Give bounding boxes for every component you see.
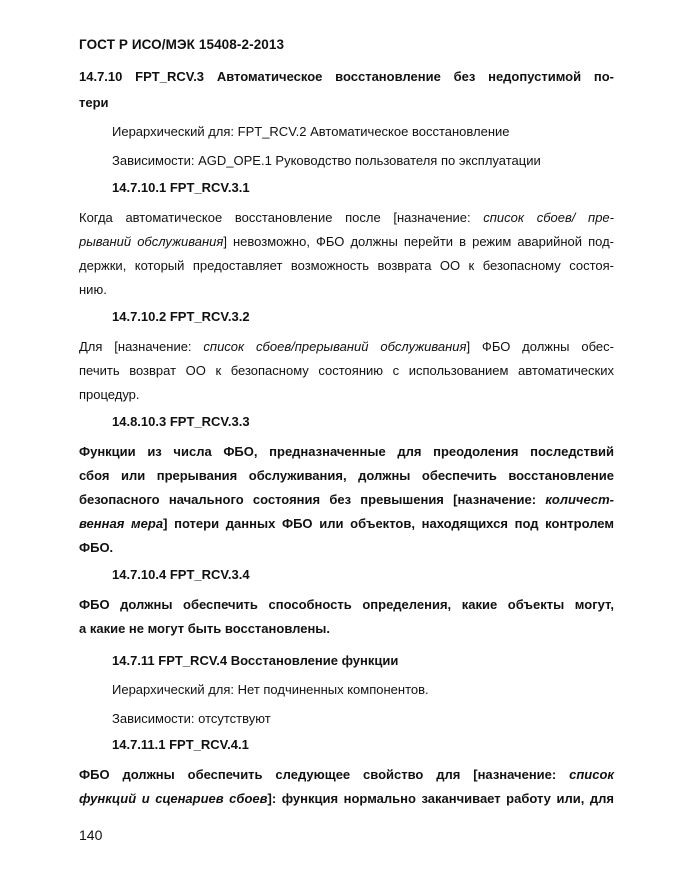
paragraph-line: Функции из числа ФБО, предназначенные для преодоления последствий	[79, 444, 614, 459]
page-header: ГОСТ Р ИСО/МЭК 15408-2-2013	[79, 37, 285, 52]
dependencies-text: Зависимости: AGD_OPE.1 Руководство пользователя по эксплуатации	[112, 153, 541, 168]
paragraph-line: держки, который предоставляет возможность возврата ОО к безопасному состоя-	[79, 258, 614, 273]
subsection-heading: 14.8.10.3 FPT_RCV.3.3	[112, 414, 250, 429]
paragraph-line: печить возврат ОО к безопасному состоянию с использованием автоматических	[79, 363, 614, 378]
subsection-heading: 14.7.11.1 FPT_RCV.4.1	[112, 737, 249, 752]
paragraph-line: Для [назначение: список сбоев/прерываний обслуживания] ФБО должны обес-	[79, 339, 614, 354]
paragraph-line: ФБО должны обеспечить способность определения, какие объекты могут,	[79, 597, 614, 612]
paragraph-line: сбоя или прерывания обслуживания, должны обеспечить восстановление	[79, 468, 614, 483]
hierarchy-text: Иерархический для: FPT_RCV.2 Автоматическое восстановление	[112, 124, 510, 139]
paragraph-line: Когда автоматическое восстановление после [назначение: список сбоев/ пре-	[79, 210, 614, 225]
section-heading-line: тери	[79, 95, 109, 110]
paragraph-line: процедур.	[79, 387, 140, 402]
paragraph-line: а какие не могут быть восстановлены.	[79, 621, 331, 636]
dependencies-text: Зависимости: отсутствуют	[112, 711, 271, 726]
paragraph-line: безопасного начального состояния без превышения [назначение: количест-	[79, 492, 614, 507]
paragraph-line: рываний обслуживания] невозможно, ФБО должны перейти в режим аварийной под-	[79, 234, 614, 249]
paragraph-line: ФБО.	[79, 540, 114, 555]
subsection-heading: 14.7.10.4 FPT_RCV.3.4	[112, 567, 250, 582]
paragraph-line: нию.	[79, 282, 107, 297]
section-heading-line: 14.7.11 FPT_RCV.4 Восстановление функции	[112, 653, 399, 668]
subsection-heading: 14.7.10.1 FPT_RCV.3.1	[112, 180, 250, 195]
page-number: 140	[79, 827, 103, 843]
paragraph-line: ФБО должны обеспечить следующее свойство для [назначение: список	[79, 767, 614, 782]
subsection-heading: 14.7.10.2 FPT_RCV.3.2	[112, 309, 250, 324]
paragraph-line: венная мера] потери данных ФБО или объектов, находящихся под контролем	[79, 516, 614, 531]
hierarchy-text: Иерархический для: Нет подчиненных компонентов.	[112, 682, 429, 697]
section-heading-line: 14.7.10 FPT_RCV.3 Автоматическое восстановление без недопустимой по-	[79, 69, 614, 84]
paragraph-line: функций и сценариев сбоев]: функция нормально заканчивает работу или, для	[79, 791, 614, 806]
